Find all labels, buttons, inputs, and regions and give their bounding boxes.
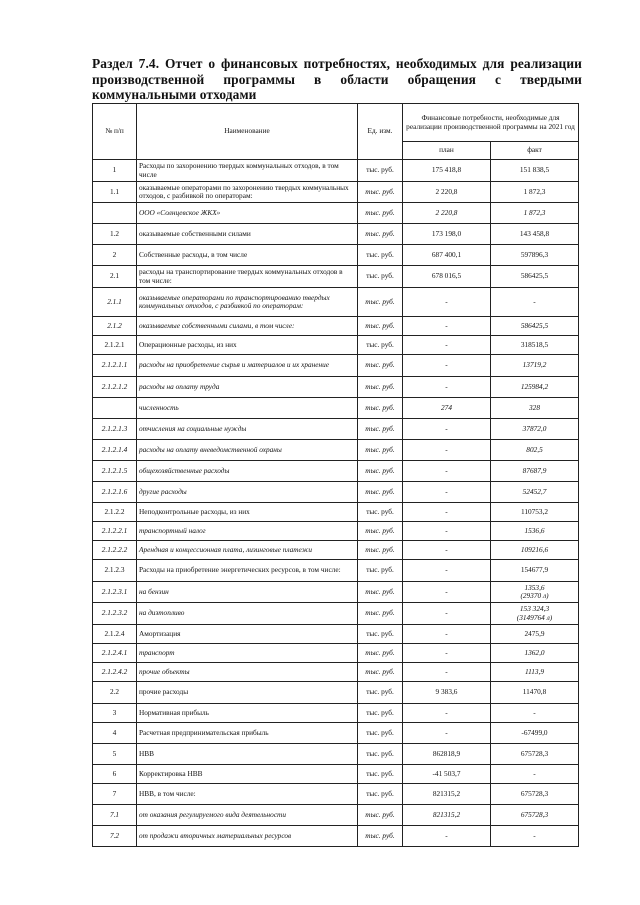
table-row [93, 582, 579, 603]
row-plan: 862818,9 [403, 744, 491, 765]
row-name: Расходы по захоронению твердых коммунальных отходов, в том числе [137, 160, 358, 182]
row-plan: - [403, 541, 491, 560]
row-unit: тыс. руб. [358, 224, 403, 245]
row-fact: 109216,6 [491, 541, 579, 560]
table-row [93, 336, 579, 355]
row-plan: - [403, 377, 491, 398]
row-unit: тыс. руб. [358, 355, 403, 377]
row-name: расходы на приобретение сырья и материалов и их хранение [137, 355, 358, 377]
row-number: 2.1.2.2 [93, 503, 137, 522]
row-name: Нормативная прибыль [137, 704, 358, 723]
row-unit: тыс. руб. [358, 805, 403, 826]
row-name: оказываемые собственными силами, в том числе: [137, 317, 358, 336]
row-name: общехозяйственные расходы [137, 461, 358, 482]
row-plan: 687 400,1 [403, 245, 491, 266]
row-name: прочие расходы [137, 682, 358, 704]
row-fact-volume: (29370 л) [520, 591, 549, 600]
row-unit: тыс. руб. [358, 398, 403, 419]
table-row [93, 398, 579, 419]
row-fact: 1113,9 [491, 663, 579, 682]
row-plan: 2 220,8 [403, 182, 491, 203]
row-name: Расходы на приобретение энергетических ресурсов, в том числе: [137, 560, 358, 582]
row-plan: - [403, 461, 491, 482]
row-number [93, 398, 137, 419]
row-name: от продажи вторичных материальных ресурсов [137, 826, 358, 847]
row-plan: - [403, 644, 491, 663]
row-number: 7.2 [93, 826, 137, 847]
row-fact: 11470,8 [491, 682, 579, 704]
row-unit: тыс. руб. [358, 288, 403, 317]
row-name: от оказания регулируемого вида деятельности [137, 805, 358, 826]
row-unit: тыс. руб. [358, 663, 403, 682]
row-fact: 675728,3 [491, 805, 579, 826]
row-unit: тыс. руб. [358, 682, 403, 704]
row-number: 2.1.2.1.1 [93, 355, 137, 377]
row-number: 2.1.2.2.2 [93, 541, 137, 560]
table-row [93, 288, 579, 317]
row-name: отчисления на социальные нужды [137, 419, 358, 440]
row-plan: 821315,2 [403, 784, 491, 805]
row-number: 2.1.2.1.3 [93, 419, 137, 440]
row-number: 2.1.2.4.2 [93, 663, 137, 682]
row-number: 2.1 [93, 266, 137, 288]
table-row [93, 744, 579, 765]
row-name: НВВ [137, 744, 358, 765]
row-fact: 1 872,3 [491, 182, 579, 203]
header-financial-needs: Финансовые потребности, необходимые для реализации производственной программы на 2021 год [403, 104, 579, 142]
table-row [93, 805, 579, 826]
section-title: Раздел 7.4. Отчет о финансовых потребностях, необходимых для реализации производственной программы в области обращения с твердыми коммунальными отходами [92, 56, 582, 102]
row-fact: 13719,2 [491, 355, 579, 377]
header-plan: план [403, 142, 491, 160]
row-number [93, 203, 137, 224]
row-unit: тыс. руб. [358, 784, 403, 805]
row-name: транспорт [137, 644, 358, 663]
row-number: 2.1.2.2.1 [93, 522, 137, 541]
row-plan: - [403, 317, 491, 336]
table-row [93, 182, 579, 203]
row-number: 2.1.2 [93, 317, 137, 336]
row-plan: - [403, 522, 491, 541]
row-unit: тыс. руб. [358, 503, 403, 522]
row-fact-volume: (3149764 л) [516, 612, 553, 622]
row-unit: тыс. руб. [358, 541, 403, 560]
table-row [93, 644, 579, 663]
row-fact: 37872,0 [491, 419, 579, 440]
table-row [93, 603, 579, 625]
row-plan: - [403, 582, 491, 603]
row-fact: 675728,3 [491, 744, 579, 765]
row-number: 1.2 [93, 224, 137, 245]
row-fact: 52452,7 [491, 482, 579, 503]
row-fact-value: 153 324,3 [519, 604, 550, 614]
financial-needs-table [92, 103, 579, 847]
row-plan: 2 220,8 [403, 203, 491, 224]
table-row [93, 419, 579, 440]
row-fact: 675728,3 [491, 784, 579, 805]
row-plan: -41 503,7 [403, 765, 491, 784]
row-name: численность [137, 398, 358, 419]
table-row [93, 723, 579, 744]
row-name: оказываемые операторами по транспортированию твердых коммунальных отходов, с разбивкой по операторам: [137, 288, 358, 317]
row-fact [491, 582, 579, 603]
header-unit: Ед. изм. [358, 104, 403, 160]
table-row [93, 560, 579, 582]
table-row [93, 461, 579, 482]
row-unit: тыс. руб. [358, 704, 403, 723]
table-row [93, 482, 579, 503]
row-fact: 802,5 [491, 440, 579, 461]
row-fact: 586425,5 [491, 317, 579, 336]
row-plan: - [403, 482, 491, 503]
row-fact-value: 1353,6 [524, 582, 545, 592]
row-unit: тыс. руб. [358, 377, 403, 398]
row-name: Операционные расходы, из них [137, 336, 358, 355]
row-unit: тыс. руб. [358, 266, 403, 288]
header-number: № п/п [93, 104, 137, 160]
row-unit: тыс. руб. [358, 182, 403, 203]
row-unit: тыс. руб. [358, 644, 403, 663]
row-name: на бензин [137, 582, 358, 603]
header-name: Наименование [137, 104, 358, 160]
row-fact: 586425,5 [491, 266, 579, 288]
table-row [93, 704, 579, 723]
row-fact: -67499,0 [491, 723, 579, 744]
row-name: Расчетная предпринимательская прибыль [137, 723, 358, 744]
row-plan: 821315,2 [403, 805, 491, 826]
row-number: 4 [93, 723, 137, 744]
row-plan: - [403, 826, 491, 847]
row-unit: тыс. руб. [358, 336, 403, 355]
row-plan: - [403, 440, 491, 461]
row-plan: - [403, 503, 491, 522]
table-row [93, 522, 579, 541]
row-fact: 87687,9 [491, 461, 579, 482]
table-row [93, 440, 579, 461]
row-plan: 175 418,8 [403, 160, 491, 182]
row-plan: - [403, 723, 491, 744]
row-unit: тыс. руб. [358, 582, 403, 603]
row-plan: - [403, 663, 491, 682]
row-name: другие расходы [137, 482, 358, 503]
row-name: ООО «Солнцевское ЖКХ» [137, 203, 358, 224]
row-plan: - [403, 288, 491, 317]
row-plan: - [403, 603, 491, 625]
row-number: 6 [93, 765, 137, 784]
table-row [93, 663, 579, 682]
row-plan: - [403, 704, 491, 723]
row-number: 1.1 [93, 182, 137, 203]
row-fact: - [491, 288, 579, 317]
table-row [93, 160, 579, 182]
row-number: 2.1.2.3 [93, 560, 137, 582]
table-body [93, 160, 579, 847]
row-number: 2.1.2.1.5 [93, 461, 137, 482]
row-unit: тыс. руб. [358, 461, 403, 482]
row-number: 1 [93, 160, 137, 182]
row-fact: 110753,2 [491, 503, 579, 522]
row-number: 2 [93, 245, 137, 266]
row-number: 2.1.2.3.2 [93, 603, 137, 625]
row-unit: тыс. руб. [358, 603, 403, 625]
row-unit: тыс. руб. [358, 723, 403, 744]
row-fact: - [491, 765, 579, 784]
row-unit: тыс. руб. [358, 440, 403, 461]
row-fact: - [491, 826, 579, 847]
row-plan: - [403, 355, 491, 377]
row-name: Арендная и концессионная плата, лизинговые платежи [137, 541, 358, 560]
row-name: на дизтопливо [137, 603, 358, 625]
row-unit: тыс. руб. [358, 160, 403, 182]
table-row [93, 266, 579, 288]
row-unit: тыс. руб. [358, 744, 403, 765]
row-name: расходы на оплату вневедомственной охраны [137, 440, 358, 461]
table-row [93, 503, 579, 522]
row-number: 2.1.2.4 [93, 625, 137, 644]
row-unit: тыс. руб. [358, 560, 403, 582]
row-name: расходы на оплату труда [137, 377, 358, 398]
row-fact: 1362,0 [491, 644, 579, 663]
row-number: 2.2 [93, 682, 137, 704]
table-row [93, 224, 579, 245]
table-row [93, 682, 579, 704]
row-fact: 143 458,8 [491, 224, 579, 245]
row-name: транспортный налог [137, 522, 358, 541]
row-unit: тыс. руб. [358, 826, 403, 847]
row-number: 2.1.2.1 [93, 336, 137, 355]
row-number: 2.1.2.1.6 [93, 482, 137, 503]
row-fact: 328 [491, 398, 579, 419]
row-fact: 125984,2 [491, 377, 579, 398]
row-plan: 678 016,5 [403, 266, 491, 288]
row-unit: тыс. руб. [358, 765, 403, 784]
row-name: оказываемые операторами по захоронению твердых коммунальных отходов, с разбивкой по операторам: [137, 182, 358, 203]
table-row [93, 377, 579, 398]
row-name: Корректировка НВВ [137, 765, 358, 784]
table-row [93, 541, 579, 560]
row-plan: - [403, 625, 491, 644]
row-name: прочие объекты [137, 663, 358, 682]
table-row [93, 203, 579, 224]
row-name: Амортизация [137, 625, 358, 644]
table-row [93, 826, 579, 847]
row-fact: 154677,9 [491, 560, 579, 582]
table-row [93, 245, 579, 266]
row-number: 2.1.2.1.4 [93, 440, 137, 461]
row-plan: - [403, 560, 491, 582]
table-row [93, 765, 579, 784]
header-fact: факт [491, 142, 579, 160]
row-plan: - [403, 336, 491, 355]
row-fact: 2475,9 [491, 625, 579, 644]
row-unit: тыс. руб. [358, 245, 403, 266]
row-number: 2.1.1 [93, 288, 137, 317]
row-fact: 597896,3 [491, 245, 579, 266]
row-name: НВВ, в том числе: [137, 784, 358, 805]
row-unit: тыс. руб. [358, 419, 403, 440]
row-number: 7 [93, 784, 137, 805]
row-fact: 318518,5 [491, 336, 579, 355]
row-unit: тыс. руб. [358, 203, 403, 224]
row-unit: тыс. руб. [358, 482, 403, 503]
row-number: 3 [93, 704, 137, 723]
row-number: 7.1 [93, 805, 137, 826]
row-number: 2.1.2.3.1 [93, 582, 137, 603]
row-fact: 1 872,3 [491, 203, 579, 224]
row-name: оказываемые собственными силами [137, 224, 358, 245]
table-row [93, 625, 579, 644]
row-plan: - [403, 419, 491, 440]
row-fact: 151 838,5 [491, 160, 579, 182]
row-number: 5 [93, 744, 137, 765]
row-number: 2.1.2.1.2 [93, 377, 137, 398]
row-plan: 9 383,6 [403, 682, 491, 704]
row-name: Собственные расходы, в том числе [137, 245, 358, 266]
table-row [93, 355, 579, 377]
row-plan: 274 [403, 398, 491, 419]
table-row [93, 317, 579, 336]
row-name: расходы на транспортирование твердых коммунальных отходов в том числе: [137, 266, 358, 288]
row-name: Неподконтрольные расходы, из них [137, 503, 358, 522]
row-fact: - [491, 704, 579, 723]
table-row [93, 784, 579, 805]
row-unit: тыс. руб. [358, 317, 403, 336]
row-unit: тыс. руб. [358, 625, 403, 644]
row-unit: тыс. руб. [358, 522, 403, 541]
row-fact: 1536,6 [491, 522, 579, 541]
row-fact [491, 603, 579, 625]
row-number: 2.1.2.4.1 [93, 644, 137, 663]
row-plan: 173 198,0 [403, 224, 491, 245]
